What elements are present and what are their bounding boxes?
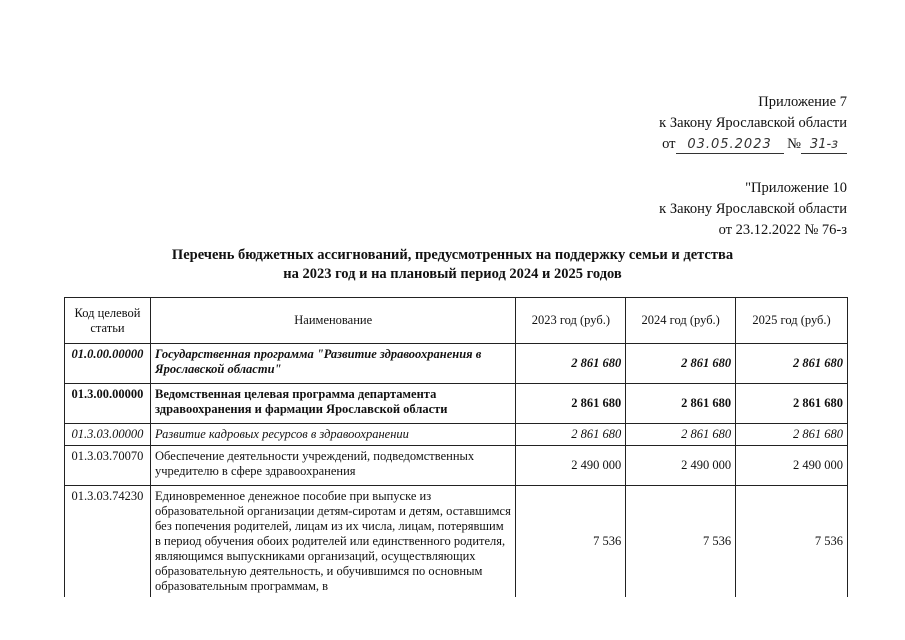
- budget-table: [64, 297, 848, 597]
- row-value-2025: 7 536: [736, 486, 848, 598]
- number-prefix: №: [787, 136, 801, 152]
- row-value-2024: 7 536: [626, 486, 736, 598]
- row-value-2024: 2 861 680: [626, 384, 736, 424]
- original-law-line: к Закону Ярославской области: [659, 201, 847, 217]
- table-row: [65, 344, 848, 384]
- original-appendix-line: "Приложение 10: [745, 180, 847, 196]
- row-value-2023: 2 861 680: [516, 344, 626, 384]
- table-row: [65, 446, 848, 486]
- row-value-2025: 2 861 680: [736, 344, 848, 384]
- original-appendix-header: [659, 178, 847, 241]
- row-value-2025: 2 861 680: [736, 384, 848, 424]
- row-name: Государственная программа "Развитие здравоохранения в Ярославской области": [150, 344, 515, 384]
- handwritten-number: 31-з: [801, 137, 847, 154]
- from-prefix: от: [662, 136, 676, 152]
- signature-line: [659, 134, 847, 155]
- row-code: 01.3.00.00000: [65, 384, 151, 424]
- row-value-2023: 2 490 000: [516, 446, 626, 486]
- appendix-line: Приложение 7: [758, 94, 847, 110]
- column-header-2025: 2025 год (руб.): [736, 298, 848, 344]
- table-row: [65, 424, 848, 446]
- row-value-2024: 2 861 680: [626, 344, 736, 384]
- column-header-2024: 2024 год (руб.): [626, 298, 736, 344]
- document-title: [0, 246, 905, 284]
- row-value-2023: 7 536: [516, 486, 626, 598]
- row-value-2024: 2 861 680: [626, 424, 736, 446]
- table-header-row: [65, 298, 848, 344]
- table-row: [65, 384, 848, 424]
- row-name: Развитие кадровых ресурсов в здравоохранении: [150, 424, 515, 446]
- title-line-2: на 2023 год и на плановый период 2024 и 2025 годов: [283, 266, 622, 282]
- column-header-code: Код целевой статьи: [65, 298, 151, 344]
- column-header-name: Наименование: [150, 298, 515, 344]
- row-value-2025: 2 490 000: [736, 446, 848, 486]
- row-value-2025: 2 861 680: [736, 424, 848, 446]
- row-value-2023: 2 861 680: [516, 384, 626, 424]
- handwritten-date: 03.05.2023: [676, 137, 784, 154]
- row-code: 01.3.03.70070: [65, 446, 151, 486]
- column-header-2023: 2023 год (руб.): [516, 298, 626, 344]
- row-code: 01.3.03.00000: [65, 424, 151, 446]
- row-name: Обеспечение деятельности учреждений, подведомственных учредителю в сфере здравоохранения: [150, 446, 515, 486]
- row-value-2023: 2 861 680: [516, 424, 626, 446]
- law-line: к Закону Ярославской области: [659, 115, 847, 131]
- row-value-2024: 2 490 000: [626, 446, 736, 486]
- row-code: 01.3.03.74230: [65, 486, 151, 598]
- original-date-line: от 23.12.2022 № 76-з: [718, 222, 847, 238]
- table-row: [65, 486, 848, 598]
- row-name: Ведомственная целевая программа департамента здравоохранения и фармации Ярославской области: [150, 384, 515, 424]
- appendix-header: [659, 92, 847, 155]
- title-line-1: Перечень бюджетных ассигнований, предусмотренных на поддержку семьи и детства: [171, 247, 734, 263]
- row-code: 01.0.00.00000: [65, 344, 151, 384]
- row-name: Единовременное денежное пособие при выпуске из образовательной организации детям-сиротам и детям, оставшимся без попечения родителей, лицам из их числа, лицам, потерявшим в период обучения обоих родителей или единственного родителя, являющимся выпускниками организаций, осуществляющих образовательную деятельность, и обучившимся по основным образовательным программам, в: [150, 486, 515, 598]
